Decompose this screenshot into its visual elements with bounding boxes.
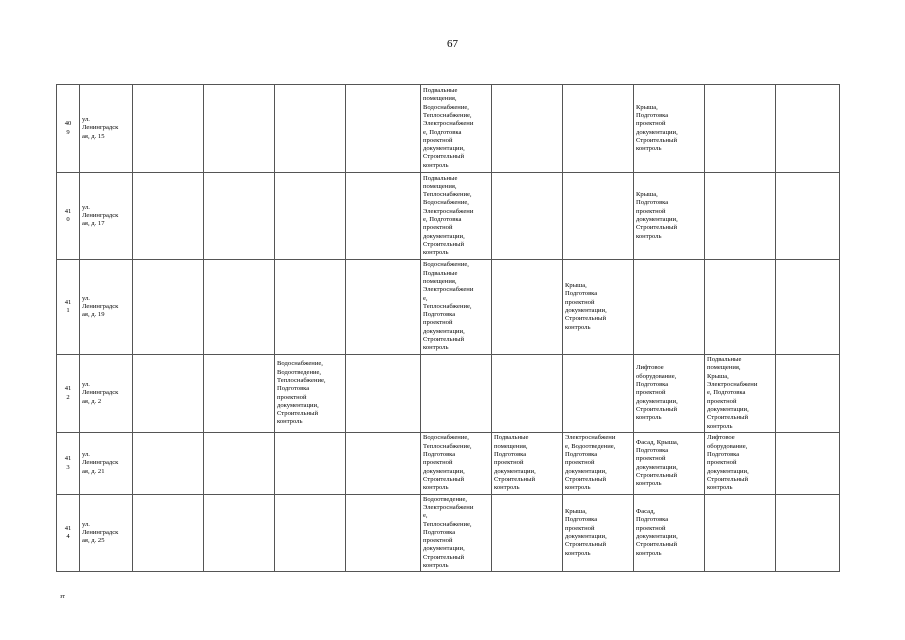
row-number (57, 495, 80, 572)
work-cell: Водоснабжение, Подвальные помещения, Электроснабжени е, Теплоснабжение, Подготовка проектной документации, Строительный контроль (421, 260, 492, 355)
work-cell (705, 260, 776, 355)
work-cell (776, 260, 840, 355)
work-cell (492, 85, 563, 173)
work-cell: Фасад, Крыша, Подготовка проектной документации, Строительный контроль (634, 433, 705, 495)
address-cell: ул. Ленинградск ая, д. 21 (80, 433, 133, 495)
work-cell (346, 260, 421, 355)
work-cell (133, 433, 204, 495)
work-cell (133, 495, 204, 572)
table-row (57, 433, 840, 495)
work-cell (492, 173, 563, 260)
row-number-top: 41 (64, 298, 72, 306)
address-cell: ул. Ленинградск ая, д. 25 (80, 495, 133, 572)
work-cell (204, 85, 275, 173)
work-cell (204, 173, 275, 260)
work-cell: Лифтовое оборудование, Подготовка проектной документации, Строительный контроль (634, 355, 705, 433)
row-number-top: 41 (64, 385, 72, 393)
table-row (57, 355, 840, 433)
row-number (57, 173, 80, 260)
work-cell (421, 355, 492, 433)
work-cell (346, 85, 421, 173)
row-number-bottom: 9 (66, 128, 70, 136)
work-cell: Фасад, Подготовка проектной документации, Строительный контроль (634, 495, 705, 572)
table-row (57, 495, 840, 572)
work-cell (346, 173, 421, 260)
work-cell (346, 495, 421, 572)
work-cell (346, 433, 421, 495)
work-cell: Крыша, Подготовка проектной документации, Строительный контроль (563, 495, 634, 572)
row-number (57, 433, 80, 495)
work-cell (776, 433, 840, 495)
work-cell (133, 173, 204, 260)
work-cell (275, 433, 346, 495)
table-row (57, 85, 840, 173)
work-cell: Водоотведение, Электроснабжени е, Теплоснабжение, Подготовка проектной документации, Строительный контроль (421, 495, 492, 572)
work-cell (346, 355, 421, 433)
row-number-bottom: 4 (66, 533, 70, 540)
work-cell: Подвальные помещения, Подготовка проектной документации, Строительный контроль (492, 433, 563, 495)
work-cell (634, 260, 705, 355)
work-cell (204, 355, 275, 433)
work-cell (275, 173, 346, 260)
work-cell: Подвальные помещения, Теплоснабжение, Водоснабжение, Электроснабжени е, Подготовка проектной документации, Строительный контроль (421, 173, 492, 260)
work-cell (705, 85, 776, 173)
work-cell: Крыша, Подготовка проектной документации, Строительный контроль (634, 173, 705, 260)
table-row (57, 260, 840, 355)
page-number: 67 (447, 38, 458, 50)
work-cell (204, 495, 275, 572)
address-cell: ул. Ленинградск ая, д. 15 (80, 85, 133, 173)
row-number-bottom: 1 (66, 307, 70, 314)
row-number (57, 355, 80, 433)
work-cell (275, 495, 346, 572)
work-cell (204, 433, 275, 495)
row-number (57, 85, 80, 173)
work-cell (563, 355, 634, 433)
row-number-bottom: 0 (66, 216, 70, 223)
row-number (57, 260, 80, 355)
address-cell: ул. Ленинградск ая, д. 17 (80, 173, 133, 260)
row-number-top: 41 (64, 207, 72, 215)
work-cell (776, 355, 840, 433)
row-number-top: 41 (64, 455, 72, 463)
work-cell (776, 173, 840, 260)
work-cell: Крыша, Подготовка проектной документации, Строительный контроль (634, 85, 705, 173)
work-cell (133, 85, 204, 173)
work-cell (563, 173, 634, 260)
work-cell: Подвальные помещения, Крыша, Электроснабжени е, Подготовка проектной документации, Строительный контроль (705, 355, 776, 433)
address-cell: ул. Ленинградск ая, д. 2 (80, 355, 133, 433)
row-number-bottom: 2 (66, 393, 70, 401)
work-cell: Лифтовое оборудование, Подготовка проектной документации, Строительный контроль (705, 433, 776, 495)
work-cell: Водоснабжение, Теплоснабжение, Подготовка проектной документации, Строительный контроль (421, 433, 492, 495)
row-number-bottom: 3 (66, 463, 70, 471)
address-cell: ул. Ленинградск ая, д. 19 (80, 260, 133, 355)
work-cell (776, 495, 840, 572)
work-cell (492, 260, 563, 355)
work-cell (133, 260, 204, 355)
work-cell (133, 355, 204, 433)
work-cell (492, 355, 563, 433)
table-body (57, 85, 840, 572)
work-cell (705, 495, 776, 572)
row-number-top: 41 (64, 524, 72, 532)
work-cell: Водоснабжение, Водоотведение, Теплоснабжение, Подготовка проектной документации, Строительный контроль (275, 355, 346, 433)
footer-code: зт (60, 594, 65, 600)
work-cell (275, 85, 346, 173)
work-cell (563, 85, 634, 173)
work-cell (275, 260, 346, 355)
work-cell (204, 260, 275, 355)
work-cell (776, 85, 840, 173)
work-cell: Крыша, Подготовка проектной документации, Строительный контроль (563, 260, 634, 355)
work-cell: Электроснабжени е, Водоотведение, Подготовка проектной документации, Строительный контроль (563, 433, 634, 495)
row-number-top: 40 (64, 120, 72, 128)
work-cell (492, 495, 563, 572)
work-cell: Подвальные помещения, Водоснабжение, Теплоснабжение, Электроснабжени е, Подготовка проектной документации, Строительный контроль (421, 85, 492, 173)
repair-schedule-table (56, 84, 840, 572)
table-row (57, 173, 840, 260)
work-cell (705, 173, 776, 260)
